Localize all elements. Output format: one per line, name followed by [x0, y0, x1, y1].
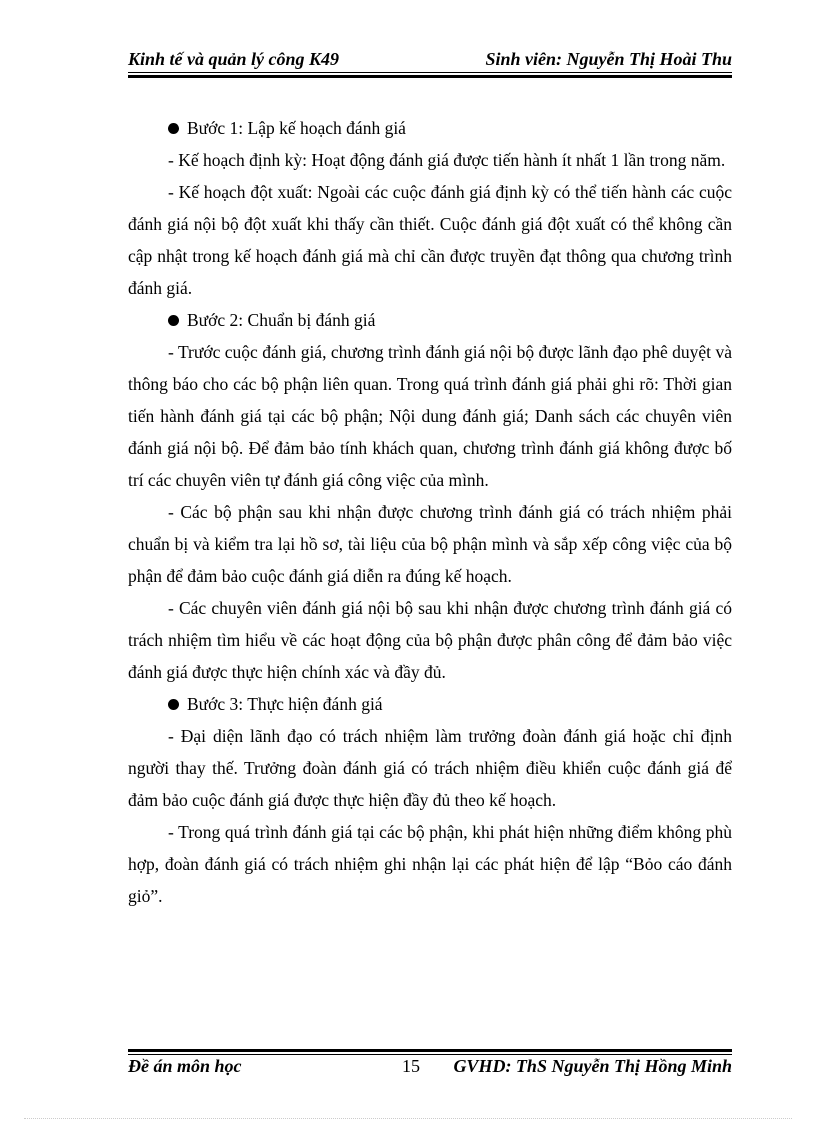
- footer-supervisor: GVHD: ThS Nguyễn Thị Hồng Minh: [453, 1056, 732, 1076]
- header-course-title: Kinh tế và quản lý công K49: [128, 49, 340, 69]
- page-header: [128, 48, 732, 70]
- step-heading-text: Bước 2: Chuẩn bị đánh giá: [187, 310, 376, 330]
- step-heading-text: Bước 3: Thực hiện đánh giá: [187, 694, 383, 714]
- paragraph: - Kế hoạch định kỳ: Hoạt động đánh giá được tiến hành ít nhất 1 lần trong năm.: [168, 150, 726, 170]
- footer-rule-thick: [128, 1049, 732, 1052]
- paragraph: - Các bộ phận sau khi nhận được chương trình đánh giá có trách nhiệm phải chuẩn bị và kiểm tra lại hồ sơ, tài liệu của bộ phận mình và sắp xếp công việc của bộ phận để đảm bảo cuộc đánh giá diễn ra đúng kế hoạch.: [128, 502, 732, 586]
- paragraph: - Các chuyên viên đánh giá nội bộ sau khi nhận được chương trình đánh giá có trách nhiệm tìm hiểu về các hoạt động của bộ phận được phân công để đảm bảo việc đánh giá được thực hiện chính xác và đầy đủ.: [128, 598, 732, 682]
- step-heading: [128, 304, 732, 336]
- paragraph: - Trong quá trình đánh giá tại các bộ phận, khi phát hiện những điểm không phù hợp, đoàn đánh giá có trách nhiệm ghi nhận lại các phát hiện để lập “Bỏo cáo đánh giỏ”.: [128, 822, 732, 906]
- bullet-icon: [168, 123, 179, 134]
- page-number: 15: [402, 1056, 420, 1076]
- footer-document-type: Đề án môn học: [128, 1056, 242, 1076]
- header-rule: [128, 72, 732, 73]
- paragraph: - Đại diện lãnh đạo có trách nhiệm làm trưởng đoàn đánh giá hoặc chỉ định người thay thế. Trưởng đoàn đánh giá có trách nhiệm điều khiển cuộc đánh giá để đảm bảo cuộc đánh giá được thực hiện đầy đủ theo kế hoạch.: [128, 726, 732, 810]
- bullet-icon: [168, 699, 179, 710]
- header-rule-thick: [128, 75, 732, 78]
- bullet-icon: [168, 315, 179, 326]
- step-heading-text: Bước 1: Lập kế hoạch đánh giá: [187, 118, 406, 138]
- page-footer: [128, 1054, 732, 1078]
- header-student-name: Sinh viên: Nguyễn Thị Hoài Thu: [485, 49, 732, 69]
- document-body: [128, 112, 732, 912]
- paragraph: - Kế hoạch đột xuất: Ngoài các cuộc đánh giá định kỳ có thể tiến hành các cuộc đánh giá nội bộ đột xuất khi thấy cần thiết. Cuộc đánh giá đột xuất có thể không cần cập nhật trong kế hoạch đánh giá mà chỉ cần được truyền đạt thông qua chương trình đánh giá.: [128, 182, 732, 298]
- step-heading: [128, 112, 732, 144]
- page-edge-dotted-line: [24, 1118, 792, 1119]
- paragraph: - Trước cuộc đánh giá, chương trình đánh giá nội bộ được lãnh đạo phê duyệt và thông báo cho các bộ phận liên quan. Trong quá trình đánh giá phải ghi rõ: Thời gian tiến hành đánh giá tại các bộ phận; Nội dung đánh giá; Danh sách các chuyên viên đánh giá nội bộ. Để đảm bảo tính khách quan, chương trình đánh giá không được bố trí các chuyên viên tự đánh giá công việc của mình.: [128, 342, 732, 490]
- step-heading: [128, 688, 732, 720]
